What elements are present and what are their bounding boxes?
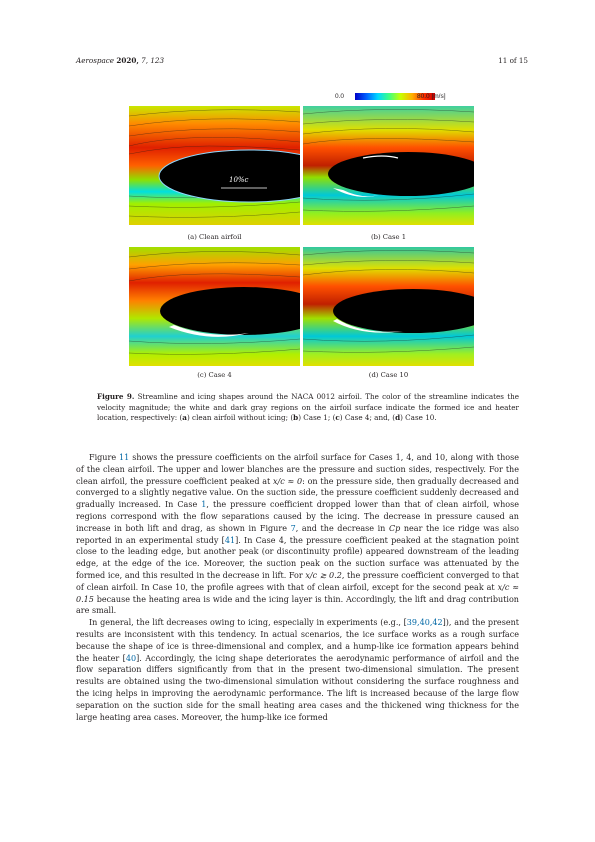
panel-a-clean-airfoil: [129, 106, 300, 225]
colorbar-max-label: 80.0 [m/s]: [417, 93, 446, 100]
page-number: 11 of 15: [498, 56, 528, 65]
refs-39-40-42-link[interactable]: 39,40,42: [406, 618, 443, 628]
figure-7-link[interactable]: 7: [290, 523, 296, 533]
velocity-colorbar: [335, 92, 535, 102]
case-1-link[interactable]: 1: [201, 500, 207, 510]
paragraph-2: In general, the lift decreases owing to icing, especially in experiments (e.g., [39,40,42]), and the present results are inconsistent with this tendency. In actual scenarios, the ice surface works as a rough surface because the shape of ice is three-dimensional and complex, and a hump-like ice formation appears behind the heater [40]. Accordingly, the icing shape deteriorates the aerodynamic performance of airfoil and the flow separation differs significantly from that in the present two-dimensional simulation. The present results are obtained using the two-dimensional simulation without considering the surface roughness and the icing helps in improving the aerodynamic performance. The lift is increased because of the large flow separation on the suction side for the small heating area cases and the thickened wing thickness for the large heating area cases. Moreover, the hump-like ice formed: [76, 618, 519, 722]
panel-b-label: (b) Case 1: [370, 233, 407, 241]
body-text: [76, 452, 519, 723]
panel-c-case4: [129, 247, 300, 366]
panel-d-case10: [303, 247, 474, 366]
panel-b-case1: [303, 106, 474, 225]
ref-40-link[interactable]: 40: [125, 653, 137, 663]
paragraph-1: Figure 11 shows the pressure coefficients on the airfoil surface for Cases 1, 4, and 10, along with those of the clean airfoil. The upper and lower blanches are the pressure and suction sides, respectively. For the clean airfoil, the pressure coefficient peaked at x/c ≈ 0: on the pressure side, then gradually decreased and converged to a slightly negative value. On the suction side, the pressure coefficient suddenly decreased and gradually increased. In Case 1, the pressure coefficient dropped lower than that of clean airfoil, whose regions correspond with the flow separations caused by the icing. The decrease in pressure caused an increase in both lift and drag, as shown in Figure 7, and the decrease in Cp near the ice ridge was also reported in an experimental study [41]. In Case 4, the pressure coefficient peaked at the stagnation point close to the leading edge, but another peak (or discontinuity profile) appeared downstream of the leading edge, at the edge of the ice. Moreover, the suction peak on the suction surface was attenuated by the formed ice, and this resulted in the decrease in lift. For x/c ≳ 0.2, the pressure coefficient converged to that of clean airfoil. In Case 10, the profile agrees with that of clean airfoil, except for the second peak at x/c ≈ 0.15 because the heating area is wide and the icing layer is thin. Accordingly, the lift and drag contribution are small.: [76, 453, 519, 616]
colorbar-min-label: 0.0: [335, 93, 345, 100]
running-header-journal: Aerospace 2020, 7, 123: [76, 56, 165, 65]
panel-d-label: (d) Case 10: [368, 371, 409, 379]
figure-caption: Figure 9. Streamline and icing shapes around the NACA 0012 airfoil. The color of the streamline indicates the velocity magnitude; the white and dark gray regions on the airfoil surface indicate the formed ice and heater location, respectively: (a) clean airfoil without icing; (b) Case 1; (c) Case 4; and, (d) Case 10.: [97, 392, 519, 423]
figure-11-link[interactable]: 11: [119, 453, 130, 462]
panel-a-label: (a) Clean airfoil: [187, 233, 242, 241]
panel-c-label: (c) Case 4: [197, 371, 232, 379]
ref-41-link[interactable]: 41: [224, 535, 236, 545]
chord-annotation: 10%c: [229, 176, 249, 184]
